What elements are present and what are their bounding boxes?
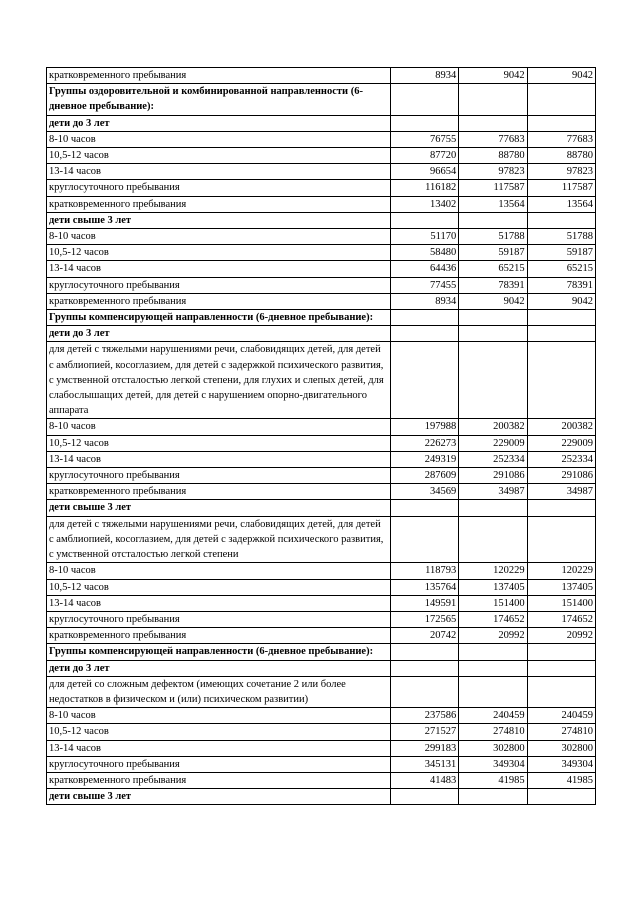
row-label: 13-14 часов bbox=[47, 261, 391, 277]
value-cell-3 bbox=[527, 644, 595, 660]
table-row bbox=[47, 180, 596, 196]
table-row bbox=[47, 579, 596, 595]
row-label: 10,5-12 часов bbox=[47, 148, 391, 164]
value-cell-2: 302800 bbox=[459, 740, 527, 756]
value-cell-2: 274810 bbox=[459, 724, 527, 740]
row-label: Группы компенсирующей направленности (6-дневное пребывание): bbox=[47, 644, 391, 660]
table-row bbox=[47, 484, 596, 500]
table-row bbox=[47, 451, 596, 467]
row-label: кратковременного пребывания bbox=[47, 68, 391, 84]
row-label: для детей с тяжелыми нарушениями речи, слабовидящих детей, для детей с амблиопией, косоглазием, для детей с задержкой психического развития, с умственной отсталостью легкой степени, для глухих и слепых детей, для слабослышащих детей, для детей с нарушением опорно-двигательного аппарата bbox=[47, 342, 391, 419]
value-cell-1 bbox=[390, 789, 458, 805]
row-label: круглосуточного пребывания bbox=[47, 611, 391, 627]
value-cell-1: 76755 bbox=[390, 131, 458, 147]
value-cell-3: 200382 bbox=[527, 419, 595, 435]
value-cell-2: 20992 bbox=[459, 628, 527, 644]
age-subheading-row bbox=[47, 326, 596, 342]
value-cell-2: 137405 bbox=[459, 579, 527, 595]
value-cell-1: 149591 bbox=[390, 595, 458, 611]
value-cell-1 bbox=[390, 326, 458, 342]
value-cell-2 bbox=[459, 660, 527, 676]
row-label: для детей со сложным дефектом (имеющих сочетание 2 или более недостатков в физическом и (или) психическом развитии) bbox=[47, 676, 391, 707]
value-cell-3: 34987 bbox=[527, 484, 595, 500]
table-row bbox=[47, 68, 596, 84]
group-heading-row bbox=[47, 310, 596, 326]
age-subheading-row bbox=[47, 115, 596, 131]
row-label: 13-14 часов bbox=[47, 740, 391, 756]
value-cell-1: 8934 bbox=[390, 293, 458, 309]
row-label: кратковременного пребывания bbox=[47, 628, 391, 644]
value-cell-3: 13564 bbox=[527, 196, 595, 212]
row-label: для детей с тяжелыми нарушениями речи, слабовидящих детей, для детей с амблиопией, косоглазием, для детей с задержкой психического развития, с умственной отсталостью легкой степени bbox=[47, 516, 391, 563]
value-cell-1: 58480 bbox=[390, 245, 458, 261]
group-heading-row bbox=[47, 84, 596, 115]
value-cell-2: 13564 bbox=[459, 196, 527, 212]
value-cell-1: 345131 bbox=[390, 756, 458, 772]
value-cell-3: 151400 bbox=[527, 595, 595, 611]
table-row bbox=[47, 708, 596, 724]
group-heading-row bbox=[47, 644, 596, 660]
value-cell-3: 117587 bbox=[527, 180, 595, 196]
value-cell-3: 59187 bbox=[527, 245, 595, 261]
value-cell-1 bbox=[390, 310, 458, 326]
row-label: 10,5-12 часов bbox=[47, 724, 391, 740]
value-cell-3 bbox=[527, 500, 595, 516]
row-label: кратковременного пребывания bbox=[47, 772, 391, 788]
value-cell-3: 51788 bbox=[527, 229, 595, 245]
value-cell-2: 41985 bbox=[459, 772, 527, 788]
value-cell-3: 240459 bbox=[527, 708, 595, 724]
value-cell-2: 78391 bbox=[459, 277, 527, 293]
value-cell-2: 9042 bbox=[459, 68, 527, 84]
value-cell-1 bbox=[390, 516, 458, 563]
value-cell-1: 249319 bbox=[390, 451, 458, 467]
description-row bbox=[47, 342, 596, 419]
value-cell-3 bbox=[527, 660, 595, 676]
value-cell-1: 87720 bbox=[390, 148, 458, 164]
value-cell-1 bbox=[390, 500, 458, 516]
value-cell-2 bbox=[459, 644, 527, 660]
value-cell-2 bbox=[459, 326, 527, 342]
value-cell-3: 20992 bbox=[527, 628, 595, 644]
table-row bbox=[47, 229, 596, 245]
row-label: дети свыше 3 лет bbox=[47, 789, 391, 805]
value-cell-2 bbox=[459, 342, 527, 419]
table-row bbox=[47, 740, 596, 756]
row-label: Группы компенсирующей направленности (6-дневное пребывание): bbox=[47, 310, 391, 326]
age-subheading-row bbox=[47, 660, 596, 676]
value-cell-3: 65215 bbox=[527, 261, 595, 277]
tariff-table-body bbox=[47, 68, 596, 805]
value-cell-2 bbox=[459, 115, 527, 131]
value-cell-1 bbox=[390, 84, 458, 115]
row-label: 13-14 часов bbox=[47, 164, 391, 180]
table-row bbox=[47, 595, 596, 611]
row-label: 8-10 часов bbox=[47, 229, 391, 245]
value-cell-1: 8934 bbox=[390, 68, 458, 84]
value-cell-3: 9042 bbox=[527, 68, 595, 84]
value-cell-2 bbox=[459, 500, 527, 516]
row-label: 13-14 часов bbox=[47, 595, 391, 611]
table-row bbox=[47, 131, 596, 147]
row-label: дети до 3 лет bbox=[47, 660, 391, 676]
value-cell-3: 274810 bbox=[527, 724, 595, 740]
value-cell-3 bbox=[527, 516, 595, 563]
description-row bbox=[47, 516, 596, 563]
table-row bbox=[47, 164, 596, 180]
value-cell-1: 237586 bbox=[390, 708, 458, 724]
value-cell-2: 9042 bbox=[459, 293, 527, 309]
table-row bbox=[47, 148, 596, 164]
value-cell-2 bbox=[459, 310, 527, 326]
value-cell-3 bbox=[527, 789, 595, 805]
value-cell-2: 229009 bbox=[459, 435, 527, 451]
row-label: 10,5-12 часов bbox=[47, 245, 391, 261]
value-cell-2: 77683 bbox=[459, 131, 527, 147]
row-label: 10,5-12 часов bbox=[47, 435, 391, 451]
value-cell-1 bbox=[390, 212, 458, 228]
value-cell-3 bbox=[527, 676, 595, 707]
value-cell-3: 252334 bbox=[527, 451, 595, 467]
row-label: 8-10 часов bbox=[47, 563, 391, 579]
value-cell-3 bbox=[527, 326, 595, 342]
value-cell-1: 64436 bbox=[390, 261, 458, 277]
table-row bbox=[47, 772, 596, 788]
value-cell-2 bbox=[459, 676, 527, 707]
row-label: 8-10 часов bbox=[47, 708, 391, 724]
value-cell-2 bbox=[459, 789, 527, 805]
table-row bbox=[47, 261, 596, 277]
table-row bbox=[47, 245, 596, 261]
value-cell-1: 299183 bbox=[390, 740, 458, 756]
value-cell-3: 77683 bbox=[527, 131, 595, 147]
value-cell-3: 78391 bbox=[527, 277, 595, 293]
value-cell-1: 172565 bbox=[390, 611, 458, 627]
value-cell-3: 88780 bbox=[527, 148, 595, 164]
value-cell-3: 41985 bbox=[527, 772, 595, 788]
value-cell-3: 291086 bbox=[527, 468, 595, 484]
table-row bbox=[47, 293, 596, 309]
table-row bbox=[47, 435, 596, 451]
table-row bbox=[47, 468, 596, 484]
value-cell-3 bbox=[527, 115, 595, 131]
table-row bbox=[47, 419, 596, 435]
value-cell-2: 200382 bbox=[459, 419, 527, 435]
age-subheading-row bbox=[47, 500, 596, 516]
value-cell-3: 137405 bbox=[527, 579, 595, 595]
value-cell-3: 120229 bbox=[527, 563, 595, 579]
document-page bbox=[46, 67, 596, 805]
value-cell-1: 77455 bbox=[390, 277, 458, 293]
table-row bbox=[47, 563, 596, 579]
value-cell-1: 20742 bbox=[390, 628, 458, 644]
row-label: кратковременного пребывания bbox=[47, 196, 391, 212]
row-label: дети свыше 3 лет bbox=[47, 500, 391, 516]
value-cell-1: 197988 bbox=[390, 419, 458, 435]
value-cell-3 bbox=[527, 310, 595, 326]
value-cell-1: 271527 bbox=[390, 724, 458, 740]
value-cell-2: 174652 bbox=[459, 611, 527, 627]
row-label: кратковременного пребывания bbox=[47, 293, 391, 309]
value-cell-1 bbox=[390, 342, 458, 419]
value-cell-1: 51170 bbox=[390, 229, 458, 245]
row-label: кратковременного пребывания bbox=[47, 484, 391, 500]
value-cell-1: 226273 bbox=[390, 435, 458, 451]
value-cell-1: 13402 bbox=[390, 196, 458, 212]
value-cell-2: 240459 bbox=[459, 708, 527, 724]
row-label: 8-10 часов bbox=[47, 419, 391, 435]
value-cell-3 bbox=[527, 212, 595, 228]
value-cell-1: 135764 bbox=[390, 579, 458, 595]
value-cell-2 bbox=[459, 516, 527, 563]
age-subheading-row bbox=[47, 789, 596, 805]
value-cell-1: 34569 bbox=[390, 484, 458, 500]
row-label: Группы оздоровительной и комбинированной направленности (6-дневное пребывание): bbox=[47, 84, 391, 115]
row-label: круглосуточного пребывания bbox=[47, 468, 391, 484]
value-cell-1 bbox=[390, 644, 458, 660]
value-cell-2 bbox=[459, 84, 527, 115]
row-label: дети до 3 лет bbox=[47, 326, 391, 342]
table-row bbox=[47, 277, 596, 293]
tariff-table bbox=[46, 67, 596, 805]
value-cell-2: 97823 bbox=[459, 164, 527, 180]
value-cell-2: 151400 bbox=[459, 595, 527, 611]
value-cell-1 bbox=[390, 115, 458, 131]
value-cell-2: 34987 bbox=[459, 484, 527, 500]
value-cell-2: 349304 bbox=[459, 756, 527, 772]
table-row bbox=[47, 611, 596, 627]
row-label: 8-10 часов bbox=[47, 131, 391, 147]
value-cell-1 bbox=[390, 676, 458, 707]
value-cell-2: 291086 bbox=[459, 468, 527, 484]
value-cell-3: 97823 bbox=[527, 164, 595, 180]
value-cell-2: 65215 bbox=[459, 261, 527, 277]
description-row bbox=[47, 676, 596, 707]
row-label: круглосуточного пребывания bbox=[47, 756, 391, 772]
value-cell-1: 287609 bbox=[390, 468, 458, 484]
value-cell-3: 302800 bbox=[527, 740, 595, 756]
value-cell-2 bbox=[459, 212, 527, 228]
value-cell-1: 116182 bbox=[390, 180, 458, 196]
value-cell-3: 9042 bbox=[527, 293, 595, 309]
value-cell-3: 229009 bbox=[527, 435, 595, 451]
age-subheading-row bbox=[47, 212, 596, 228]
value-cell-1: 118793 bbox=[390, 563, 458, 579]
row-label: дети свыше 3 лет bbox=[47, 212, 391, 228]
row-label: 10,5-12 часов bbox=[47, 579, 391, 595]
table-row bbox=[47, 628, 596, 644]
row-label: 13-14 часов bbox=[47, 451, 391, 467]
value-cell-2: 120229 bbox=[459, 563, 527, 579]
value-cell-1 bbox=[390, 660, 458, 676]
value-cell-2: 51788 bbox=[459, 229, 527, 245]
row-label: круглосуточного пребывания bbox=[47, 180, 391, 196]
value-cell-1: 41483 bbox=[390, 772, 458, 788]
value-cell-2: 252334 bbox=[459, 451, 527, 467]
value-cell-3: 349304 bbox=[527, 756, 595, 772]
row-label: дети до 3 лет bbox=[47, 115, 391, 131]
table-row bbox=[47, 196, 596, 212]
value-cell-3 bbox=[527, 342, 595, 419]
row-label: круглосуточного пребывания bbox=[47, 277, 391, 293]
value-cell-2: 88780 bbox=[459, 148, 527, 164]
table-row bbox=[47, 756, 596, 772]
value-cell-2: 117587 bbox=[459, 180, 527, 196]
value-cell-3 bbox=[527, 84, 595, 115]
table-row bbox=[47, 724, 596, 740]
value-cell-1: 96654 bbox=[390, 164, 458, 180]
value-cell-2: 59187 bbox=[459, 245, 527, 261]
value-cell-3: 174652 bbox=[527, 611, 595, 627]
